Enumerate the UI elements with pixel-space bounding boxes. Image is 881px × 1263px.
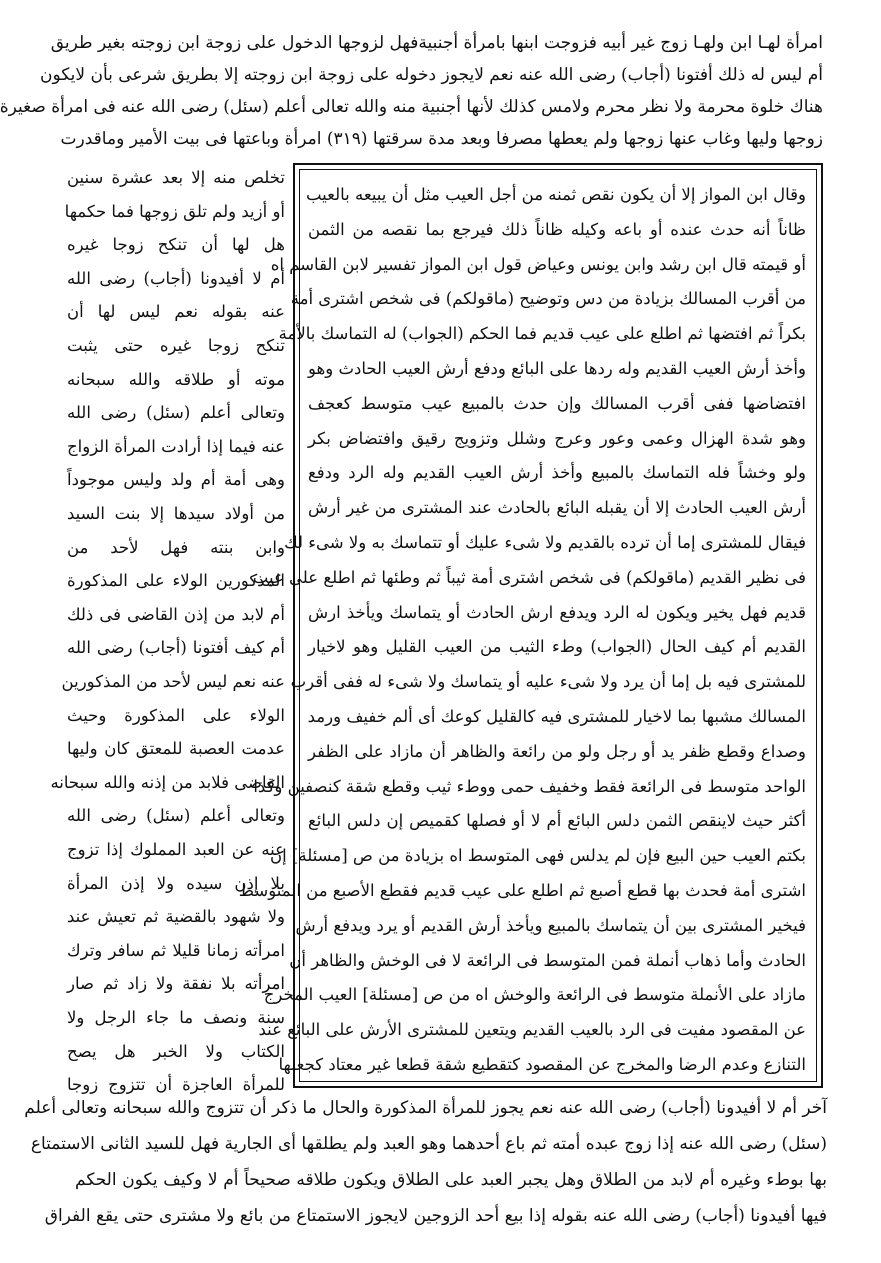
commentary-line: عن المقصود مفيت فى الرد بالعيب القديم ويتعين للمشترى الأرش على البائع عند <box>258 1020 806 1040</box>
side-text-line: أم لابد من إذن القاضى فى ذلك <box>67 604 285 624</box>
commentary-line: وهو شدة الهزال وعمى وعور وعرج وشلل وتزويج رقيق وافتضاض بكر <box>308 428 806 448</box>
commentary-line: المسالك مشبها بما لاخيار للمشترى فيه كالقليل كوعك أى ألم خفيف ورمد <box>307 707 806 726</box>
text-line: زوجها وليها وغاب عنها زوجها ولم يعطها مصرفا وبعد مدة سرقتها (٣١٩) امرأة وباعتها فى بيت الأمير وماقدرت <box>60 129 823 149</box>
side-text-line: الكتاب ولا الخبر هل يصح <box>67 1041 285 1061</box>
text-line: هناك خلوة محرمة ولا نظر محرم ولامس كذلك لأنها أجنبية منه والله تعالى أعلم (سئل) رضى الله عنه فى امرأة صغيرة <box>0 97 823 117</box>
commentary-line: اشترى أمة فحدث بها قطع أصبع ثم اطلع على عيب قديم فقطع الأصبع من المتوسط <box>238 881 806 900</box>
commentary-line: فى نظير القديم (ماقولكم) فى شخص اشترى أمة ثيباً ثم وطئها ثم اطلع على عيب <box>252 567 806 587</box>
side-text-line: عنه عن العبد المملوك إذا تزوج <box>67 840 285 859</box>
side-text-line: عنه فيما إذا أرادت المرأة الزواج <box>67 436 285 456</box>
commentary-line: افتضاضها ففى أقرب المسالك وإن حدث بالمبيع عيب متوسط كعجف <box>308 393 806 413</box>
side-text-line: الولاء على المذكورة وحيث <box>67 705 285 725</box>
commentary-line: فيخير المشترى بين أن يتماسك بالمبيع ويأخذ أرش القديم أو يرد ويدفع أرش <box>295 915 806 935</box>
side-text-line: أو أزيد ولم تلق زوجها فما حكمها <box>64 201 285 221</box>
side-text-line: وهى أمة أم ولد وليس موجوداً <box>67 470 285 490</box>
commentary-line: قديم فهل يخير ويكون له الرد ويدفع ارش الحادث أو يتماسك ويأخذ ارش <box>308 602 806 622</box>
commentary-line: أو قيمته قال ابن رشد وابن يونس وعياض قول ابن المواز تفسير لابن القاسم اه <box>270 254 806 274</box>
side-text-line: تخلص منه إلا بعد عشرة سنين <box>67 168 285 187</box>
commentary-line: الحادث وأما ذهاب أنملة فمن المتوسط فى الرائعة لا فى الوخش والظاهر أن <box>289 950 806 970</box>
commentary-line: القديم أم كيف الحال (الجواب) وطء الثيب من العيب القليل وهو لاخيار <box>308 637 806 657</box>
side-text-line: أم كيف أفتونا (أجاب) رضى الله <box>67 638 285 658</box>
side-text-line: وتعالى أعلم (سئل) رضى الله <box>67 403 285 423</box>
commentary-line: من أقرب المسالك بزيادة من دس وتوضيح (ماقولكم) فى شخص اشترى أمة <box>290 289 806 309</box>
text-line: (سئل) رضى الله عنه إذا زوج عبده أمته ثم باع أحدهما وهو العبد ولم يطلقها أى الجارية فهل للسيد الثانى الاستمتاع <box>30 1134 827 1154</box>
side-text-line: من أولاد سيدها إلا بنت السيد <box>67 504 285 523</box>
side-text-line: أم لا أفيدونا (أجاب) رضى الله <box>67 268 285 288</box>
text-line: امرأة لهـا ابن ولهـا زوج غير أبيه فزوجت ابنها بامرأة أجنبيةفهل لزوجها الدخول على زوجة ابن زوجته بغير طريق <box>50 33 823 53</box>
side-text-line: امرأته زمانا قليلا ثم سافر وترك <box>67 940 285 960</box>
commentary-line: وقال ابن المواز إلا أن يكون نقص ثمنه من أجل العيب مثل أن يبيعه بالعيب <box>305 185 806 204</box>
side-text-line: امرأته بلا نفقة ولا زاد ثم صار <box>67 974 285 994</box>
side-text-line: موته أو طلاقه والله سبحانه <box>67 369 285 389</box>
side-text-line: وابن بنته فهل لأحد من <box>67 537 285 557</box>
commentary-line: للمشترى فيه بل إما أن يرد ولا شىء عليه أو يتماسك ولا شىء له ففى أقرب <box>290 672 806 692</box>
commentary-line: وصداع وقطع ظفر يد أو رجل ولو من رائعة والظاهر أن مازاد على الظفر <box>308 741 806 761</box>
side-text-line: سنة ونصف ما جاء الرجل ولا <box>67 1008 285 1027</box>
text-line: بها بوطء وغيره أم لابد من الطلاق وهل يجبر العبد على الطلاق ويكون طلاقه صحيحاً أم لا وكيف يكون الحكم <box>75 1170 827 1190</box>
side-text-line: عنه نعم ليس لأحد من المذكورين <box>61 672 285 691</box>
commentary-line: أرش العيب الحادث إلا أن يقبله البائع بالحادث عند المشترى من غير أرش <box>308 498 806 518</box>
side-text-line: القاضى فلابد من إذنه والله سبحانه <box>50 772 285 792</box>
commentary-line: بكراً ثم افتضها ثم اطلع على عيب قديم فما الحكم (الجواب) له التماسك بالأمة <box>278 324 806 344</box>
commentary-line: مازاد على الأنملة متوسط فى الرائعة والوخش اه من ص [مسئلة] العيب المخرج <box>263 985 806 1005</box>
side-text-line: ولا شهود بالقضية ثم تعيش عند <box>67 907 285 927</box>
side-text-line: عدمت العصبة للمعتق كان وليها <box>67 739 285 759</box>
side-text-line: عنه بقوله نعم ليس لها أن <box>67 302 285 322</box>
side-text-line: هل لها أن تنكح زوجا غيره <box>67 235 285 255</box>
side-text-line: بلا إذن سيده ولا إذن المرأة <box>67 873 285 893</box>
text-line: فيها أفيدونا (أجاب) رضى الله عنه بقوله إذا بيع أحد الزوجين لايجوز الاستمتاع من بائع ولا مشترى حتى يقع الفراق <box>44 1206 827 1226</box>
text-line: أم ليس له ذلك أفتونا (أجاب) رضى الله عنه نعم لايجوز دخوله على زوجة ابن زوجته إلا بطريق شرعى بأن لايكون <box>39 65 823 85</box>
commentary-line: بكتم العيب حين البيع فإن لم يدلس فهى المتوسط اه بزيادة من ص [مسئلة] إن <box>270 846 806 866</box>
commentary-line: ولو وخشاً فله التماسك بالمبيع وأخذ أرش العيب القديم وله الرد ودفع <box>308 463 806 483</box>
commentary-line: وأخذ أرش العيب القديم وله ردها على البائع ودفع أرش العيب الحادث وهو <box>308 359 806 378</box>
side-text-line: وتعالى أعلم (سئل) رضى الله <box>67 806 285 826</box>
commentary-line: الواحد متوسط فى الرائعة فقط وخفيف حمى ووطء ثيب وقطع شقة كنصفين وكذا <box>253 776 806 796</box>
commentary-line: أكثر حيث لاينقص الثمن دلس البائع أم لا أو فصلها كقميص إن دلس البائع <box>308 811 806 831</box>
side-text-line: المذكورين الولاء على المذكورة <box>67 571 285 591</box>
commentary-line: التنازع وعدم الرضا والمخرج عن المقصود كتقطيع شقة قطعا غير معتاد كجعلها <box>278 1055 806 1074</box>
side-text-line: تنكح زوجا غيره حتى يثبت <box>67 336 285 355</box>
side-text-line: للمرأة العاجزة أن تتزوج زوجا <box>67 1075 285 1095</box>
commentary-line: فيقال للمشترى إما أن ترده بالقديم ولا شىء عليك أو تتماسك به ولا شىء لك <box>284 533 806 552</box>
text-line: آخر أم لا أفيدونا (أجاب) رضى الله عنه نعم يجوز للمرأة المذكورة والحال ما ذكر أن تتزوج والله سبحانه وتعالى أعلم <box>24 1098 827 1118</box>
commentary-line: ظاناً أنه حدث عنده أو باعه وكيله ظاناً ذلك فيرجع بما نقصه من الثمن <box>308 219 806 239</box>
